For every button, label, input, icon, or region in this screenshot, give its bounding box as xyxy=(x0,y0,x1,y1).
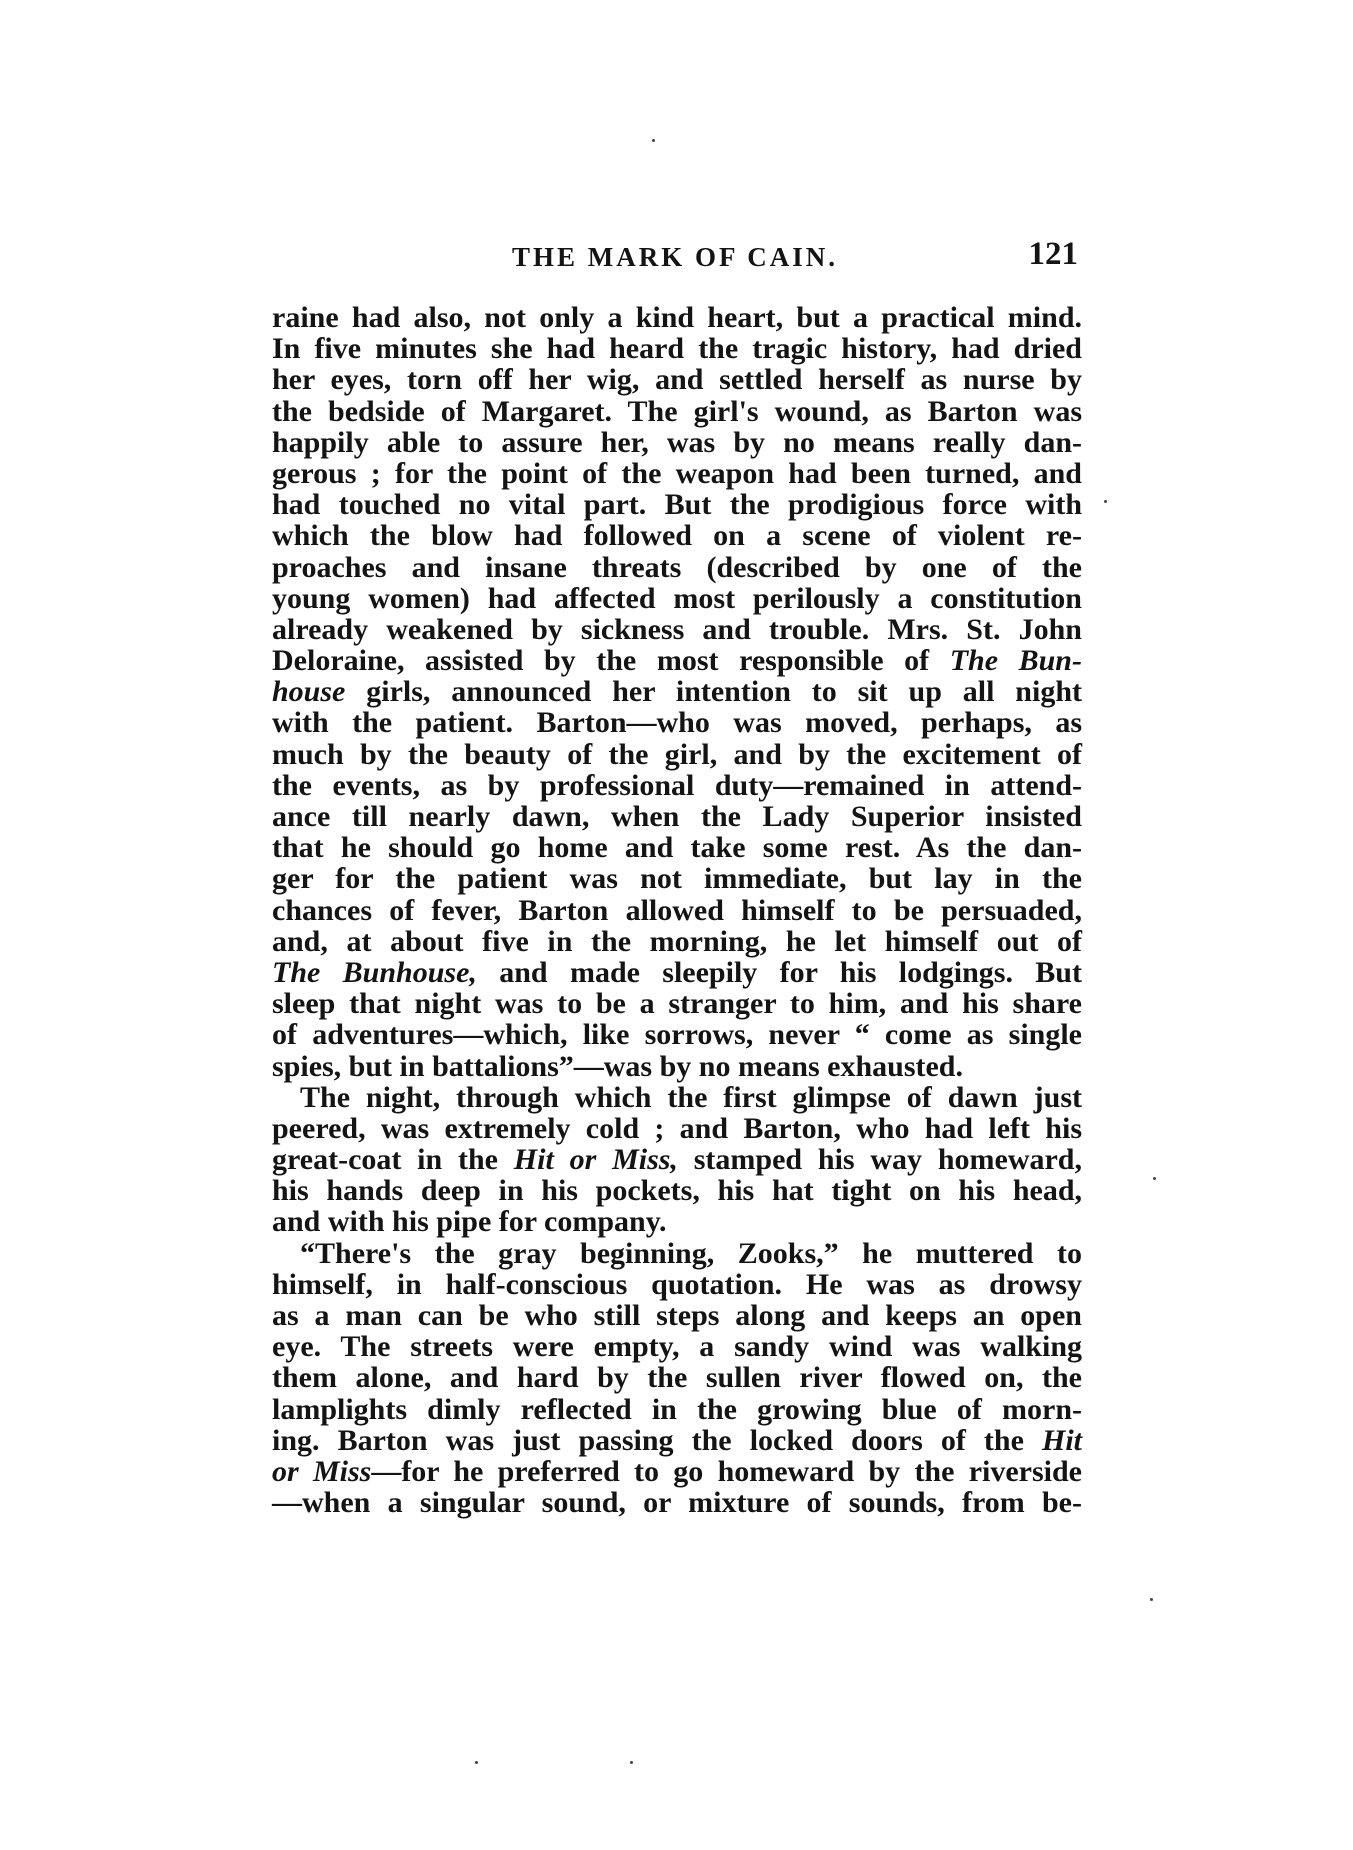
text-line xyxy=(272,364,1082,395)
line-text: eye. The streets were empty, a sandy wind was walking xyxy=(272,1330,1082,1364)
text-line xyxy=(272,645,1082,676)
text-line xyxy=(272,801,1082,832)
text-line xyxy=(272,427,1082,458)
line-text: her eyes, torn off her wig, and settled herself as nurse by xyxy=(272,363,1082,397)
text-line xyxy=(272,458,1082,489)
line-text: Deloraine, assisted by the most responsible of xyxy=(272,644,950,678)
text-line xyxy=(272,926,1082,957)
line-text: happily able to assure her, was by no means really dan- xyxy=(272,425,1082,459)
print-speck xyxy=(1150,1598,1153,1601)
text-line xyxy=(272,832,1082,863)
line-text: ger for the patient was not immediate, but lay in the xyxy=(272,862,1082,896)
text-line xyxy=(272,489,1082,520)
print-speck xyxy=(1104,500,1107,503)
line-text: peered, was extremely cold ; and Barton, who had left his xyxy=(272,1111,1082,1145)
italic-text: Hit xyxy=(1041,1423,1082,1457)
line-text: “There's the gray beginning, Zooks,” he muttered to xyxy=(300,1236,1082,1270)
text-line xyxy=(272,614,1082,645)
text-line xyxy=(272,1175,1082,1206)
line-text: his hands deep in his pockets, his hat tight on his head, xyxy=(272,1174,1082,1208)
print-speck xyxy=(475,1761,478,1764)
text-line xyxy=(272,333,1082,364)
line-text: as a man can be who still steps along and keeps an open xyxy=(272,1299,1082,1332)
text-line xyxy=(272,1019,1082,1050)
italic-text: Hit or Miss, xyxy=(513,1143,678,1177)
line-text: chances of fever, Barton allowed himself to be persuaded, xyxy=(272,893,1082,927)
text-line xyxy=(272,895,1082,926)
text-line xyxy=(272,520,1082,551)
line-text: the bedside of Margaret. The girl's wound, as Barton was xyxy=(272,394,1082,428)
line-text: The night, through which the first glimpse of dawn just xyxy=(300,1080,1082,1114)
line-text: —for he preferred to go homeward by the riverside xyxy=(371,1454,1082,1488)
text-line xyxy=(272,1051,1082,1082)
line-text: raine had also, not only a kind heart, but a practical mind. xyxy=(272,301,1082,334)
line-text: great-coat in the xyxy=(272,1143,514,1177)
text-line xyxy=(272,552,1082,583)
line-text: proaches and insane threats (described by one of the xyxy=(272,550,1082,584)
text-line xyxy=(272,676,1082,707)
page-number: 121 xyxy=(1028,236,1078,272)
text-line xyxy=(272,1206,1082,1237)
line-text: had touched no vital part. But the prodigious force with xyxy=(272,488,1082,522)
text-line xyxy=(272,739,1082,770)
line-text: ance till nearly dawn, when the Lady Superior insisted xyxy=(272,800,1082,833)
line-text: lamplights dimly reflected in the growing blue of morn- xyxy=(272,1392,1082,1426)
text-line xyxy=(272,707,1082,738)
italic-text: The Bun- xyxy=(949,644,1082,678)
text-line xyxy=(272,1082,1082,1113)
text-line xyxy=(272,1487,1082,1518)
text-line xyxy=(272,396,1082,427)
line-text: them alone, and hard by the sullen river flowed on, the xyxy=(272,1361,1082,1395)
line-text: young women) had affected most perilously a constitution xyxy=(272,581,1082,615)
line-text: ing. Barton was just passing the locked doors of the xyxy=(272,1423,1042,1457)
line-text: and made sleepily for his lodgings. But xyxy=(476,955,1082,989)
line-text: —when a singular sound, or mixture of sounds, from be- xyxy=(272,1486,1082,1520)
text-line xyxy=(272,1331,1082,1362)
italic-text: The Bunhouse, xyxy=(272,955,477,989)
text-line xyxy=(272,1425,1082,1456)
running-head xyxy=(272,236,1078,286)
line-text: In five minutes she had heard the tragic history, had dried xyxy=(272,332,1082,366)
italic-text: house xyxy=(272,675,346,709)
line-text: spies, but in battalions”—was by no means exhausted. xyxy=(272,1049,963,1083)
text-line xyxy=(272,1113,1082,1144)
text-line xyxy=(272,1456,1082,1487)
text-line xyxy=(272,1269,1082,1300)
text-line xyxy=(272,1238,1082,1269)
print-speck xyxy=(1153,1177,1156,1180)
text-line xyxy=(272,1144,1082,1175)
text-line xyxy=(272,1300,1082,1331)
print-speck xyxy=(652,139,655,142)
line-text: that he should go home and take some rest. As the dan- xyxy=(272,831,1082,865)
line-text: and with his pipe for company. xyxy=(272,1205,667,1239)
line-text: the events, as by professional duty—remained in attend- xyxy=(272,768,1082,802)
line-text: himself, in half-conscious quotation. He was as drowsy xyxy=(272,1267,1082,1301)
text-line xyxy=(272,302,1082,333)
text-line xyxy=(272,957,1082,988)
line-text: already weakened by sickness and trouble. Mrs. St. John xyxy=(272,612,1082,646)
line-text: and, at about five in the morning, he let himself out of xyxy=(272,924,1082,958)
running-title: THE MARK OF CAIN. xyxy=(512,242,838,272)
line-text: which the blow had followed on a scene of violent re- xyxy=(272,519,1082,553)
line-text: gerous ; for the point of the weapon had been turned, and xyxy=(272,456,1082,490)
body-text xyxy=(272,302,1082,1518)
line-text: sleep that night was to be a stranger to him, and his share xyxy=(272,987,1082,1021)
italic-text: or Miss xyxy=(272,1454,372,1488)
line-text: girls, announced her intention to sit up all night xyxy=(345,675,1082,709)
line-text: with the patient. Barton—who was moved, perhaps, as xyxy=(272,706,1082,740)
text-line xyxy=(272,1394,1082,1425)
line-text: of adventures—which, like sorrows, never “ come as single xyxy=(272,1018,1082,1052)
text-line xyxy=(272,1362,1082,1393)
text-line xyxy=(272,770,1082,801)
line-text: much by the beauty of the girl, and by the excitement of xyxy=(272,737,1082,771)
line-text: stamped his way homeward, xyxy=(677,1143,1082,1177)
text-line xyxy=(272,988,1082,1019)
text-line xyxy=(272,583,1082,614)
text-line xyxy=(272,863,1082,894)
print-speck xyxy=(630,1761,633,1764)
